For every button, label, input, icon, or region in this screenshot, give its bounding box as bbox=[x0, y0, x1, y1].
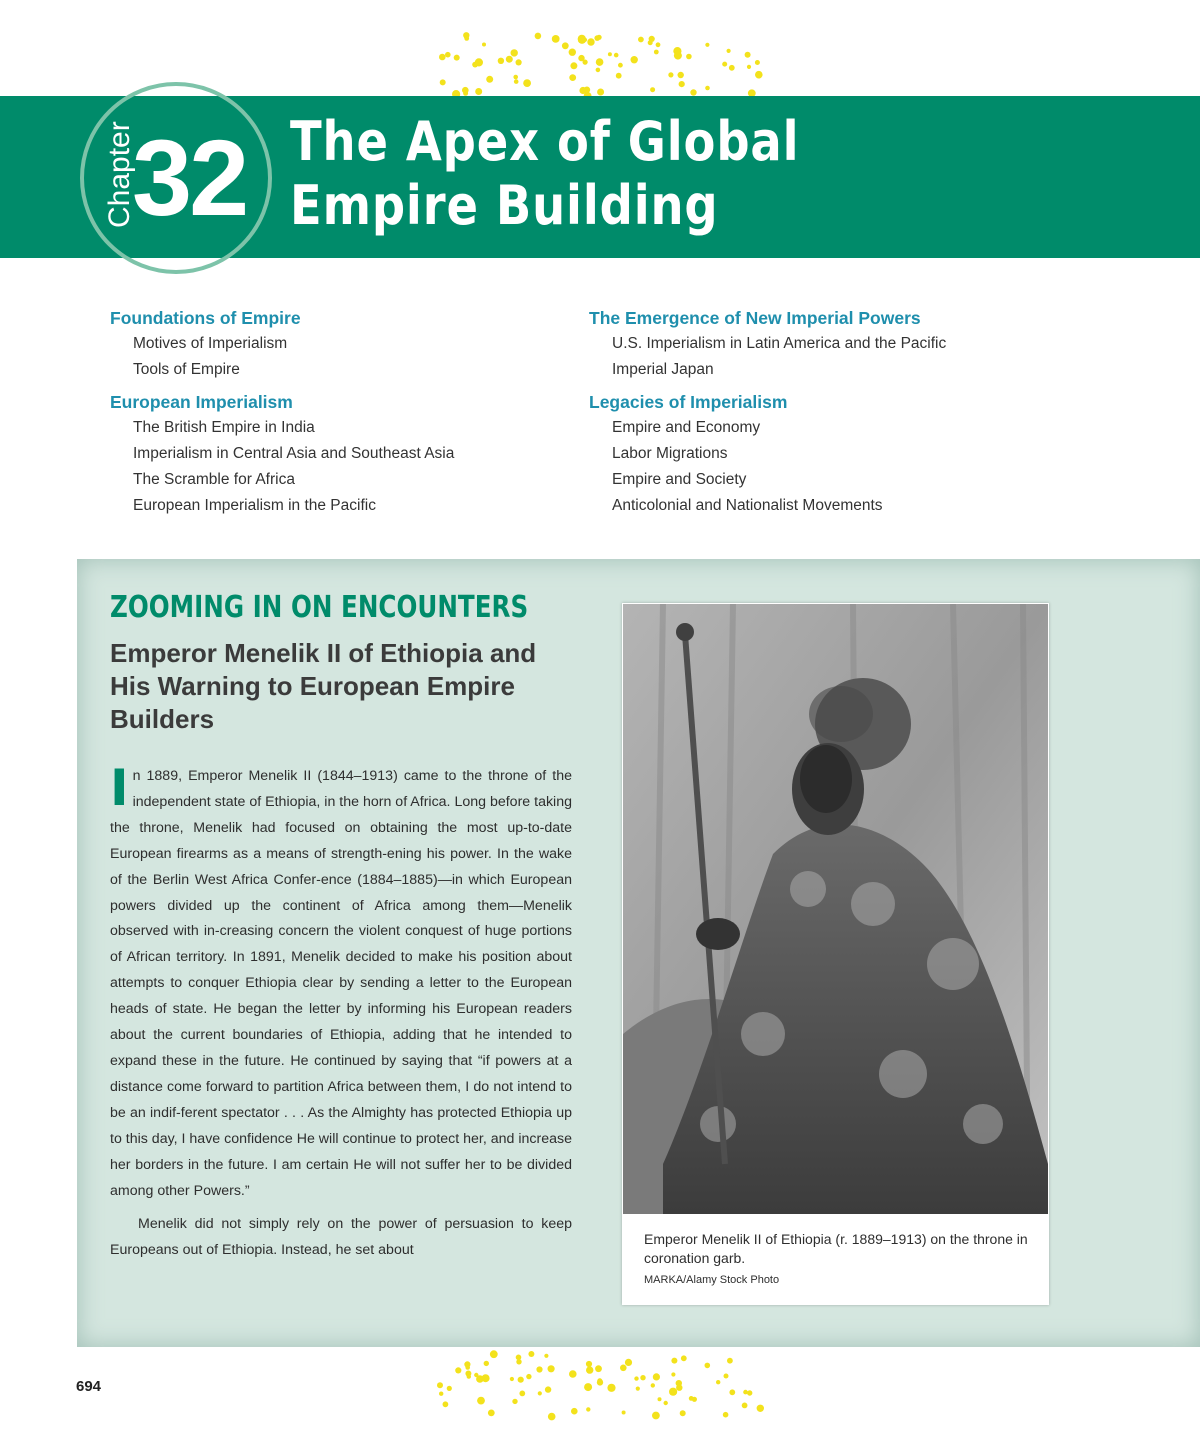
decorative-dot bbox=[465, 1365, 470, 1370]
decorative-dot bbox=[640, 1375, 645, 1380]
outline-item: Anticolonial and Nationalist Movements bbox=[612, 497, 883, 514]
decorative-dot bbox=[705, 86, 710, 91]
decorative-dot bbox=[562, 42, 569, 49]
decorative-dot bbox=[535, 33, 542, 40]
outline-item: Tools of Empire bbox=[133, 361, 240, 378]
decorative-dot bbox=[596, 58, 604, 66]
decorative-dot bbox=[488, 1410, 495, 1417]
decorative-dot bbox=[625, 1359, 632, 1366]
decorative-dot bbox=[743, 1390, 748, 1395]
decorative-dot bbox=[674, 52, 682, 60]
decorative-dot bbox=[477, 1397, 485, 1405]
decorative-dot bbox=[727, 49, 731, 53]
decorative-dot bbox=[548, 1413, 556, 1421]
decorative-dot bbox=[570, 62, 577, 69]
decorative-dot bbox=[652, 1412, 660, 1420]
decorative-dot bbox=[482, 1374, 490, 1382]
decorative-dot bbox=[528, 1351, 534, 1357]
decorative-dot bbox=[664, 1401, 668, 1405]
decorative-dot bbox=[569, 74, 576, 81]
decorative-dot bbox=[571, 1408, 578, 1415]
decorative-dot bbox=[679, 81, 685, 87]
outline-item: The Scramble for Africa bbox=[133, 471, 295, 488]
page-number: 694 bbox=[76, 1378, 102, 1395]
chapter-outline-left bbox=[110, 305, 590, 519]
menelik-photo bbox=[623, 604, 1048, 1214]
chapter-number: 32 bbox=[132, 117, 247, 238]
decorative-dot bbox=[512, 1399, 517, 1404]
decorative-dot bbox=[439, 54, 446, 61]
feature-kicker: ZOOMING IN ON ENCOUNTERS bbox=[110, 590, 529, 625]
outline-heading: Legacies of Imperialism bbox=[589, 392, 788, 412]
decorative-dot bbox=[681, 1355, 687, 1361]
decorative-dot bbox=[474, 1373, 478, 1377]
decorative-dot bbox=[608, 52, 612, 56]
decorative-dot bbox=[536, 1366, 542, 1372]
decorative-dot bbox=[597, 1379, 603, 1385]
outline-item: Empire and Society bbox=[612, 471, 747, 488]
decorative-dot bbox=[569, 49, 576, 56]
decorative-dot bbox=[516, 1359, 521, 1364]
decorative-dot bbox=[618, 63, 623, 68]
chapter-label: Chapter bbox=[103, 121, 136, 228]
decorative-dot bbox=[472, 62, 478, 68]
decorative-dot bbox=[638, 37, 644, 43]
feature-body bbox=[110, 759, 572, 1264]
decorative-dot bbox=[656, 42, 661, 47]
outline-item: Empire and Economy bbox=[612, 419, 761, 436]
decorative-dot bbox=[447, 1386, 452, 1391]
decorative-dot bbox=[729, 65, 735, 71]
drop-cap: I bbox=[110, 759, 129, 817]
outline-item: Imperialism in Central Asia and Southeast Asia bbox=[133, 445, 455, 462]
outline-item: U.S. Imperialism in Latin America and the Pacific bbox=[612, 335, 947, 352]
decorative-dot bbox=[724, 1374, 729, 1379]
decorative-dot bbox=[651, 1383, 655, 1387]
decorative-dot bbox=[545, 1386, 551, 1392]
decorative-dot bbox=[671, 1372, 675, 1376]
feature-paragraph-1 bbox=[110, 759, 572, 1204]
decorative-dots-bottom bbox=[436, 1350, 766, 1422]
outline-item: European Imperialism in the Pacific bbox=[133, 497, 376, 514]
outline-heading: Foundations of Empire bbox=[110, 308, 301, 328]
menelik-photo-illustration bbox=[623, 604, 1048, 1214]
decorative-dot bbox=[729, 1389, 735, 1395]
decorative-dot bbox=[578, 35, 586, 43]
outline-heading: European Imperialism bbox=[110, 392, 293, 412]
decorative-dot bbox=[676, 1385, 682, 1391]
decorative-dot bbox=[511, 49, 518, 56]
decorative-dot bbox=[475, 88, 482, 95]
decorative-dot bbox=[671, 1358, 677, 1364]
decorative-dot bbox=[597, 89, 604, 96]
decorative-dot bbox=[445, 52, 451, 58]
decorative-dot bbox=[484, 1361, 489, 1366]
decorative-dot bbox=[727, 1358, 733, 1364]
decorative-dot bbox=[680, 1410, 686, 1416]
decorative-dot bbox=[689, 1396, 694, 1401]
decorative-dot bbox=[516, 59, 522, 65]
decorative-dot bbox=[716, 1380, 720, 1384]
outline-item: Imperial Japan bbox=[612, 361, 714, 378]
decorative-dot bbox=[490, 1350, 498, 1358]
feature-paragraph-1-text: n 1889, Emperor Menelik II (1844–1913) came to the throne of the independent state of Ethiopia, in the horn of Africa. Long before taking the throne, Menelik had focused on obtaining the most up-to-date European firearms as a means of strength-ening his power. In the wake of the Berlin West Africa Confer-ence (1884–1885)—in which European powers divided up the continent of Africa among them—Menelik observed with in-creasing concern the violent conquest of huge portions of African territory. In 1891, Menelik decided to make his position about attempts to conquer Ethiopia clear by sending a letter to the European heads of state. He began the letter by informing his European readers about the current boundaries of Ethiopia, adding that he intended to expand these in the future. He continued by saying that “if powers at a distance come forward to partition Africa between them, I do not intend to be an indif-ferent spectator . . . As the Almighty has protected Ethiopia up to this day, I have confidence He will continue to protect her, and increase her borders in the future. I am certain He will not suffer her to be divided among other Powers.” bbox=[110, 768, 572, 1199]
decorative-dot bbox=[595, 1365, 602, 1372]
decorative-dot bbox=[443, 1401, 449, 1407]
decorative-dot bbox=[616, 73, 622, 79]
decorative-dot bbox=[607, 1384, 615, 1392]
decorative-dot bbox=[742, 1403, 748, 1409]
decorative-dot bbox=[538, 1391, 542, 1395]
decorative-dot bbox=[552, 35, 560, 43]
decorative-dot bbox=[690, 89, 696, 95]
decorative-dot bbox=[594, 35, 600, 41]
decorative-dot bbox=[569, 1370, 577, 1378]
decorative-dot bbox=[513, 75, 518, 80]
feature-title: Emperor Menelik II of Ethiopia and His Warning to European Empire Builders bbox=[110, 638, 537, 734]
decorative-dot bbox=[523, 79, 531, 87]
decorative-dot bbox=[518, 1377, 524, 1383]
decorative-dot bbox=[455, 1367, 461, 1373]
decorative-dot bbox=[596, 68, 601, 73]
decorative-dot bbox=[579, 87, 586, 94]
decorative-dot bbox=[464, 36, 469, 41]
decorative-dot bbox=[722, 62, 727, 67]
decorative-dot bbox=[678, 72, 684, 78]
decorative-dot bbox=[614, 53, 619, 58]
decorative-dot bbox=[586, 1366, 593, 1373]
decorative-dot bbox=[648, 40, 653, 45]
decorative-dot bbox=[467, 1374, 471, 1378]
decorative-dot bbox=[705, 43, 709, 47]
decorative-dot bbox=[506, 56, 513, 63]
decorative-dot bbox=[755, 60, 760, 65]
decorative-dot bbox=[440, 79, 446, 85]
decorative-dots-top bbox=[436, 30, 766, 102]
chapter-title-line-2: Empire Building bbox=[290, 174, 719, 237]
decorative-dot bbox=[747, 65, 751, 69]
chapter-title-line-1: The Apex of Global bbox=[290, 110, 800, 173]
decorative-dot bbox=[586, 1407, 590, 1411]
decorative-dot bbox=[654, 50, 659, 55]
decorative-dot bbox=[653, 1373, 660, 1380]
chapter-title bbox=[290, 110, 800, 238]
decorative-dot bbox=[622, 1411, 626, 1415]
decorative-dot bbox=[482, 43, 486, 47]
decorative-dot bbox=[650, 87, 655, 92]
decorative-dot bbox=[705, 1363, 711, 1369]
outline-item: Labor Migrations bbox=[612, 445, 728, 462]
decorative-dot bbox=[584, 1383, 592, 1391]
decorative-dot bbox=[745, 52, 751, 58]
decorative-dot bbox=[620, 1365, 627, 1372]
outline-heading: The Emergence of New Imperial Powers bbox=[589, 308, 921, 328]
decorative-dot bbox=[669, 1388, 677, 1396]
decorative-dot bbox=[747, 1390, 752, 1395]
decorative-dot bbox=[587, 38, 594, 45]
decorative-dot bbox=[757, 1405, 764, 1412]
decorative-dot bbox=[668, 72, 673, 77]
decorative-dot bbox=[510, 1377, 514, 1381]
decorative-dot bbox=[519, 1391, 525, 1397]
decorative-dot bbox=[437, 1382, 443, 1388]
feature-paragraph-2: Menelik did not simply rely on the power of persuasion to keep Europeans out of Ethiopia. Instead, he set about bbox=[110, 1216, 572, 1259]
decorative-dot bbox=[636, 1387, 640, 1391]
decorative-dot bbox=[439, 1392, 443, 1396]
photo-card bbox=[622, 603, 1049, 1305]
decorative-dot bbox=[514, 79, 519, 84]
decorative-dot bbox=[578, 55, 584, 61]
decorative-dot bbox=[631, 56, 638, 63]
decorative-dot bbox=[723, 1412, 729, 1418]
outline-item: The British Empire in India bbox=[133, 419, 315, 436]
photo-caption: Emperor Menelik II of Ethiopia (r. 1889–1913) on the throne in coronation garb. bbox=[644, 1231, 1028, 1266]
decorative-dot bbox=[526, 1374, 531, 1379]
decorative-dot bbox=[686, 54, 692, 60]
decorative-dot bbox=[486, 76, 493, 83]
decorative-dot bbox=[548, 1365, 555, 1372]
photo-credit: MARKA/Alamy Stock Photo bbox=[644, 1274, 780, 1286]
decorative-dot bbox=[454, 55, 460, 61]
decorative-dot bbox=[586, 1361, 592, 1367]
decorative-dot bbox=[498, 58, 504, 64]
decorative-dot bbox=[757, 74, 762, 79]
decorative-dot bbox=[544, 1354, 548, 1358]
outline-item: Motives of Imperialism bbox=[133, 335, 288, 352]
decorative-dot bbox=[658, 1397, 662, 1401]
decorative-dot bbox=[634, 1376, 638, 1380]
chapter-outline-right bbox=[589, 305, 1149, 519]
